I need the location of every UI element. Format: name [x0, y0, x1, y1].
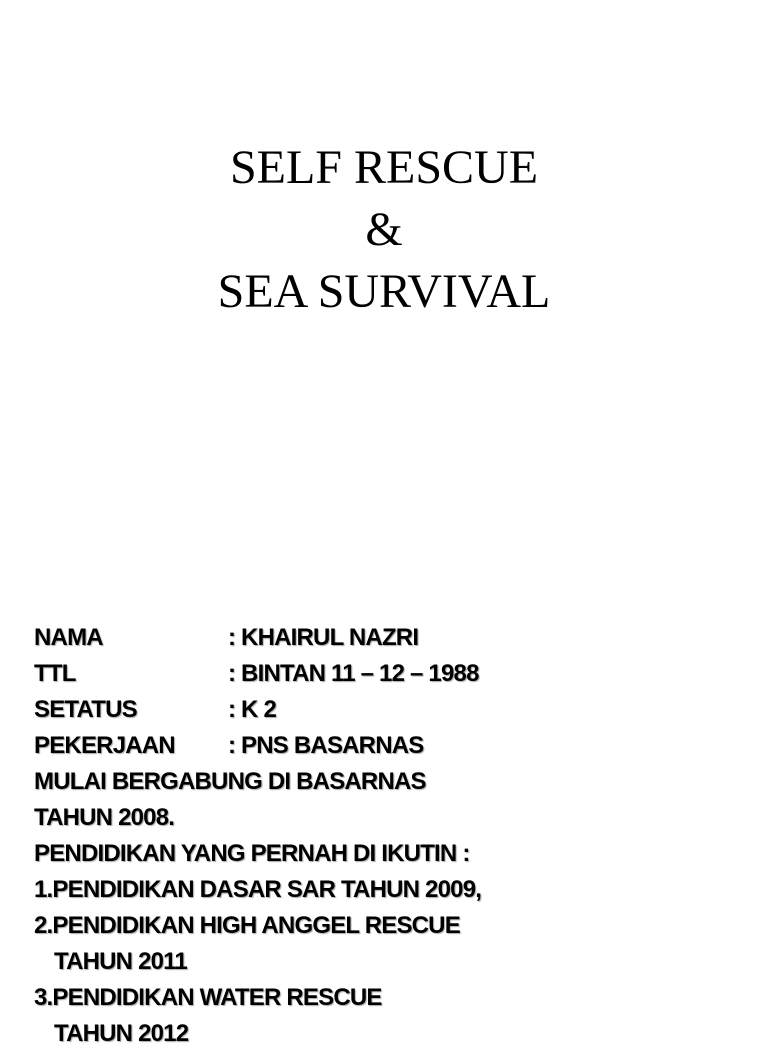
- profile-row-setatus: [34, 692, 754, 728]
- slide-title: [0, 137, 768, 323]
- field-label: TTL: [34, 660, 76, 687]
- profile-section: [34, 620, 754, 1052]
- education-item-2: 2.PENDIDIKAN HIGH ANGGEL RESCUE: [34, 912, 460, 939]
- profile-row-ttl: [34, 656, 754, 692]
- joined-statement-line-1: MULAI BERGABUNG DI BASARNAS: [34, 768, 426, 795]
- joined-statement-line-2: TAHUN 2008.: [34, 804, 175, 831]
- education-item-2-year: TAHUN 2011: [54, 948, 187, 975]
- field-value: : KHAIRUL NAZRI: [228, 624, 419, 651]
- title-line-3: SEA SURVIVAL: [217, 265, 551, 318]
- title-line-1: SELF RESCUE: [229, 141, 539, 194]
- education-item-3: 3.PENDIDIKAN WATER RESCUE: [34, 984, 382, 1011]
- field-value: : PNS BASARNAS: [228, 732, 424, 759]
- field-value: : BINTAN 11 – 12 – 1988: [228, 660, 479, 687]
- field-label: SETATUS: [34, 696, 137, 723]
- field-label: PEKERJAAN: [34, 732, 175, 759]
- field-label: NAMA: [34, 624, 103, 651]
- education-heading: PENDIDIKAN YANG PERNAH DI IKUTIN :: [34, 840, 470, 867]
- field-value: : K 2: [228, 696, 277, 723]
- profile-row-nama: [34, 620, 754, 656]
- education-item-3-year: TAHUN 2012: [54, 1020, 189, 1047]
- profile-row-pekerjaan: [34, 728, 754, 764]
- education-item-1: 1.PENDIDIKAN DASAR SAR TAHUN 2009,: [34, 876, 482, 903]
- title-ampersand: &: [365, 203, 403, 256]
